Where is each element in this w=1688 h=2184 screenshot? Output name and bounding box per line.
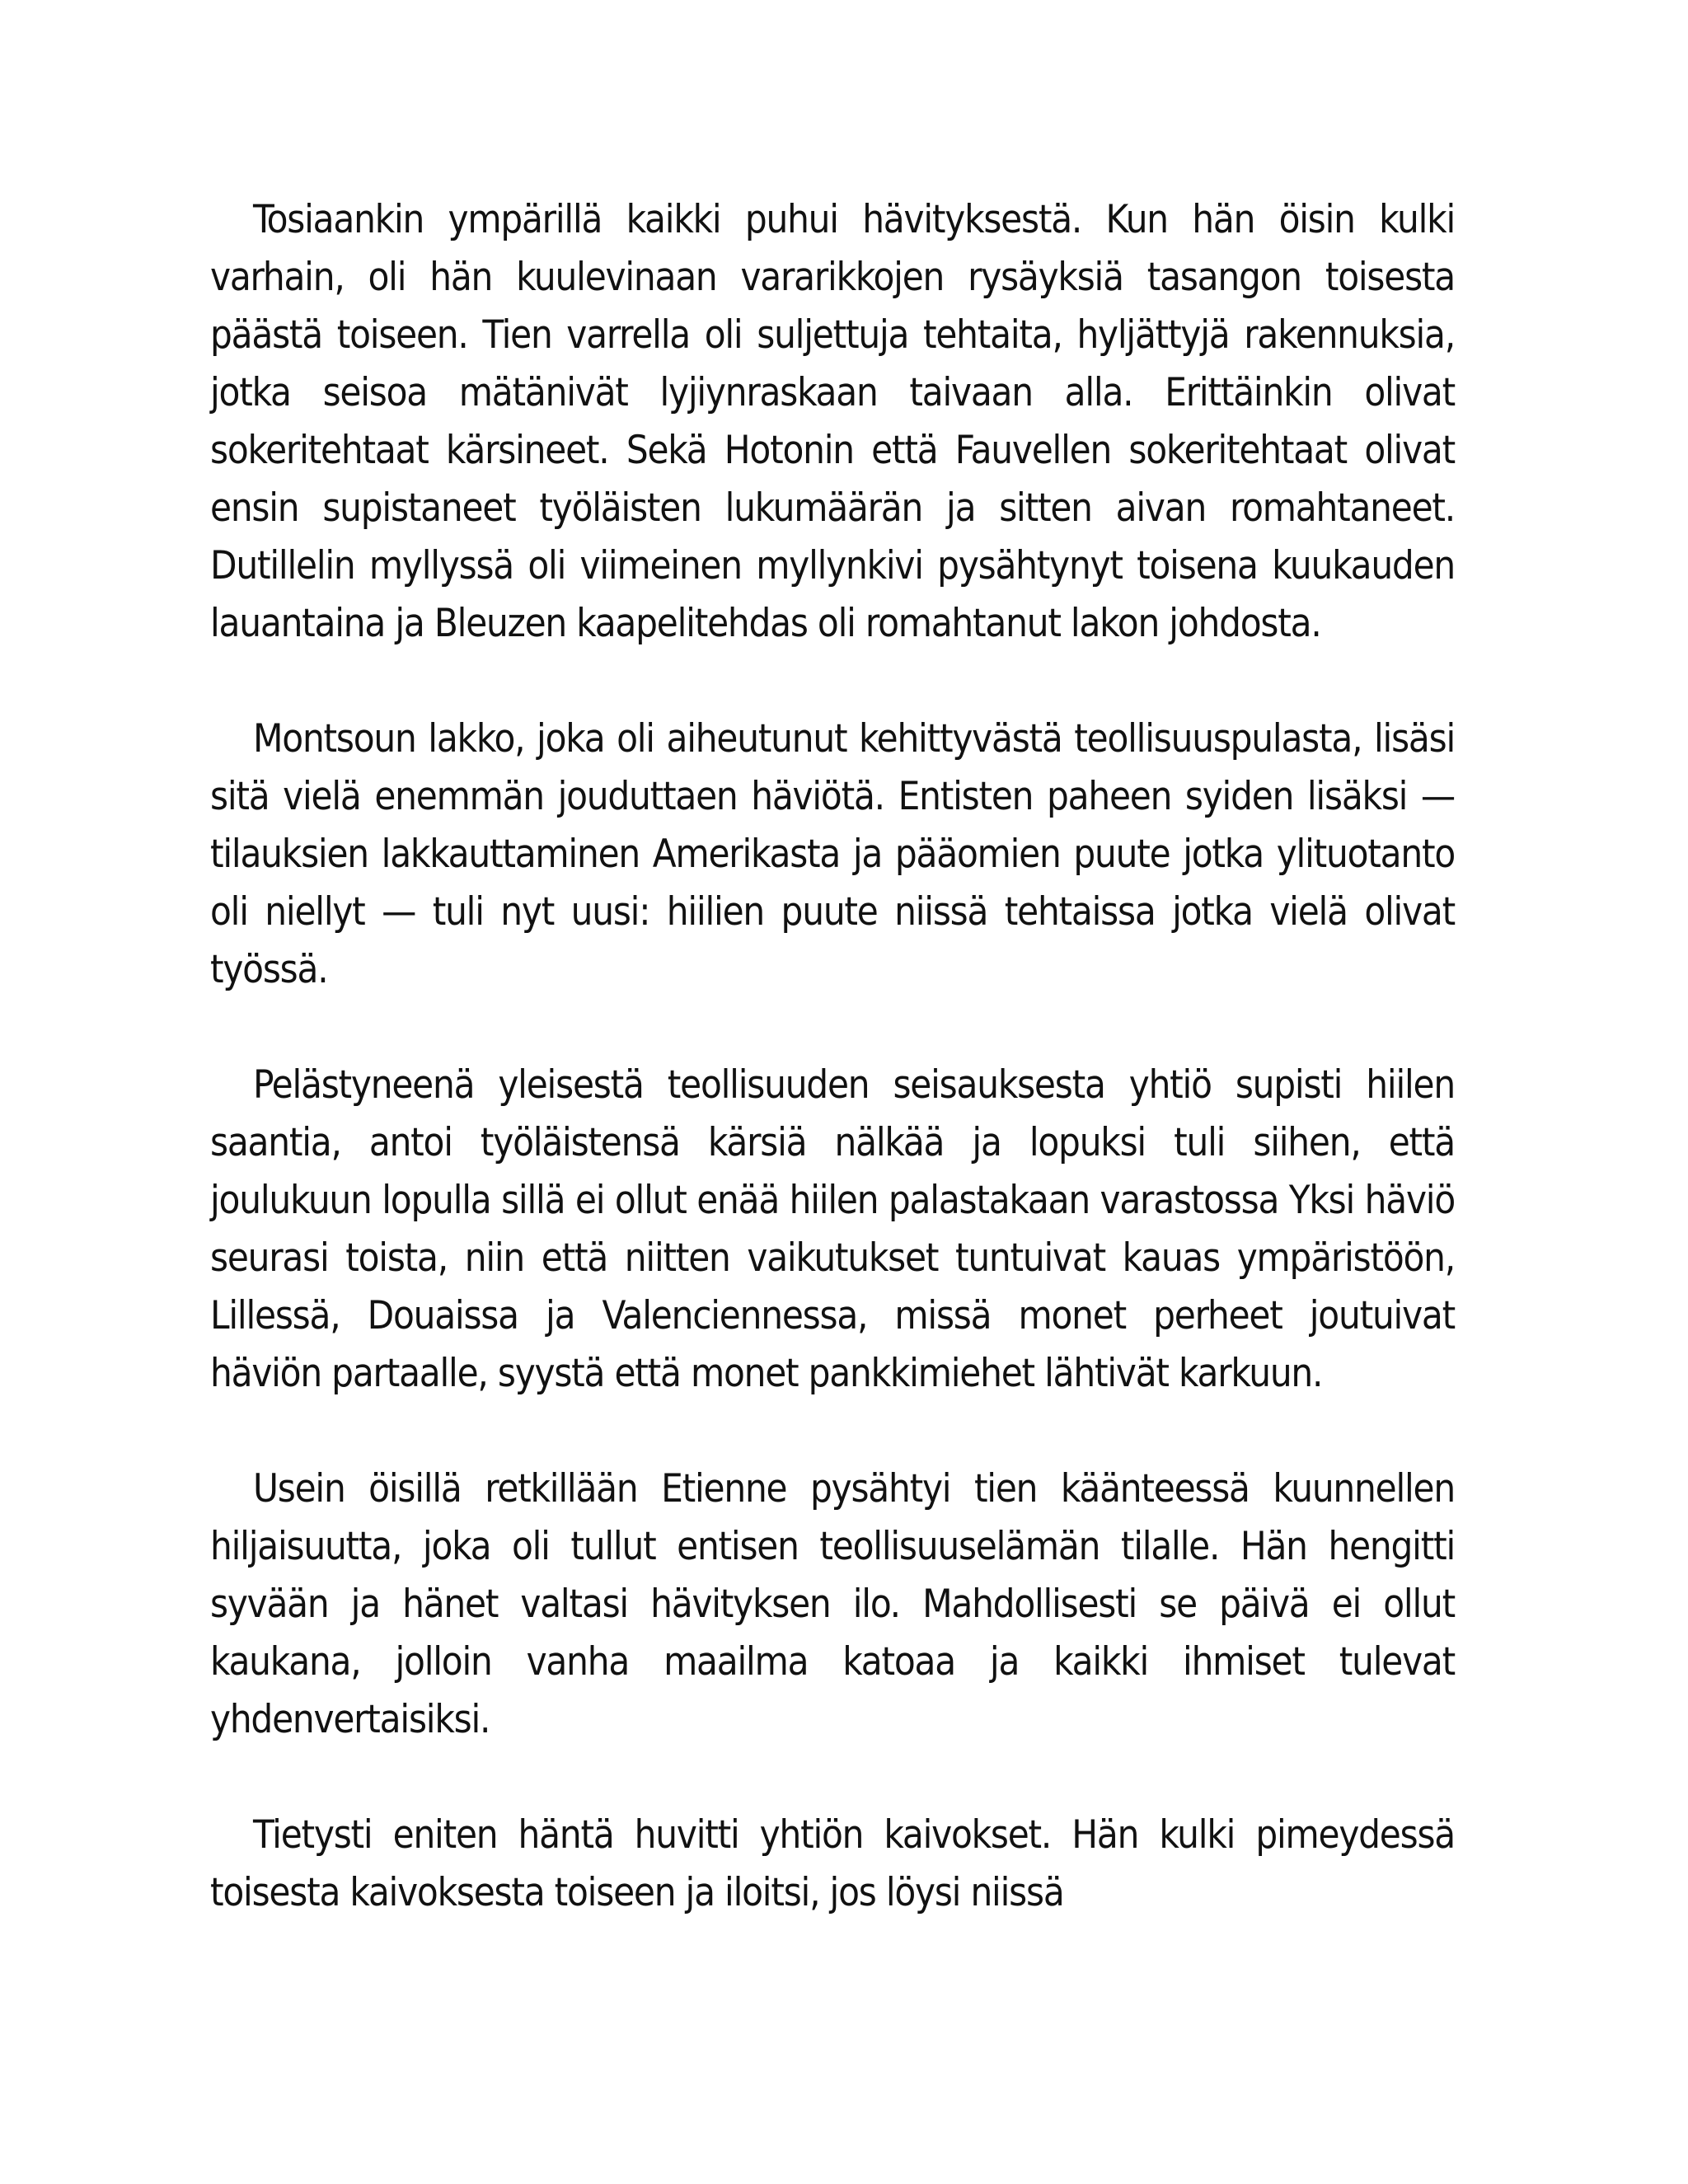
paragraph-4: Usein öisillä retkillään Etienne pysähtyi tien käänteessä kuunnellen hiljaisuutta, joka oli tullut entisen teollisuuselämän tilalle. Hän hengitti syvään ja hänet valtasi hävityksen ilo. Mahdollisesti se päivä ei ollut kaukana, jolloin vanha maailma katoaa ja kaikki ihmiset tulevat yhdenvertaisiksi.	[210, 1466, 1455, 1742]
paragraph-5: Tietysti eniten häntä huvitti yhtiön kaivokset. Hän kulki pimeydessä toisesta kaivoksesta toiseen ja iloitsi, jos löysi niissä	[210, 1812, 1455, 1915]
paragraph-2: Montsoun lakko, joka oli aiheutunut kehittyvästä teollisuuspulasta, lisäsi sitä vielä enemmän jouduttaen häviötä. Entisten paheen syiden lisäksi — tilauksien lakkauttaminen Amerikasta ja pääomien puute jotka ylituotanto oli niellyt — tuli nyt uusi: hiilien puute niissä tehtaissa jotka vielä olivat työssä.	[210, 716, 1455, 992]
paragraph-3: Pelästyneenä yleisestä teollisuuden seisauksesta yhtiö supisti hiilen saantia, antoi työläistensä kärsiä nälkää ja lopuksi tuli siihen, että joulukuun lopulla sillä ei ollut enää hiilen palastakaan varastossa Yksi häviö seurasi toista, niin että niitten vaikutukset tuntuivat kauas ympäristöön, Lillessä, Douaissa ja Valenciennessa, missä monet perheet joutuivat häviön partaalle, syystä että monet pankkimiehet lähtivät karkuun.	[210, 1062, 1455, 1396]
body-text	[210, 191, 1455, 1922]
paragraph-1: Tosiaankin ympärillä kaikki puhui hävityksestä. Kun hän öisin kulki varhain, oli hän kuulevinaan vararikkojen rysäyksiä tasangon toisesta päästä toiseen. Tien varrella oli suljettuja tehtaita, hyljättyjä rakennuksia, jotka seisoa mätänivät lyjiynraskaan taivaan alla. Erittäinkin olivat sokeritehtaat kärsineet. Sekä Hotonin että Fauvellen sokeritehtaat olivat ensin supistaneet työläisten lukumäärän ja sitten aivan romahtaneet. Dutillelin myllyssä oli viimeinen myllynkivi pysähtynyt toisena kuukauden lauantaina ja Bleuzen kaapelitehdas oli romahtanut lakon johdosta.	[210, 197, 1455, 646]
